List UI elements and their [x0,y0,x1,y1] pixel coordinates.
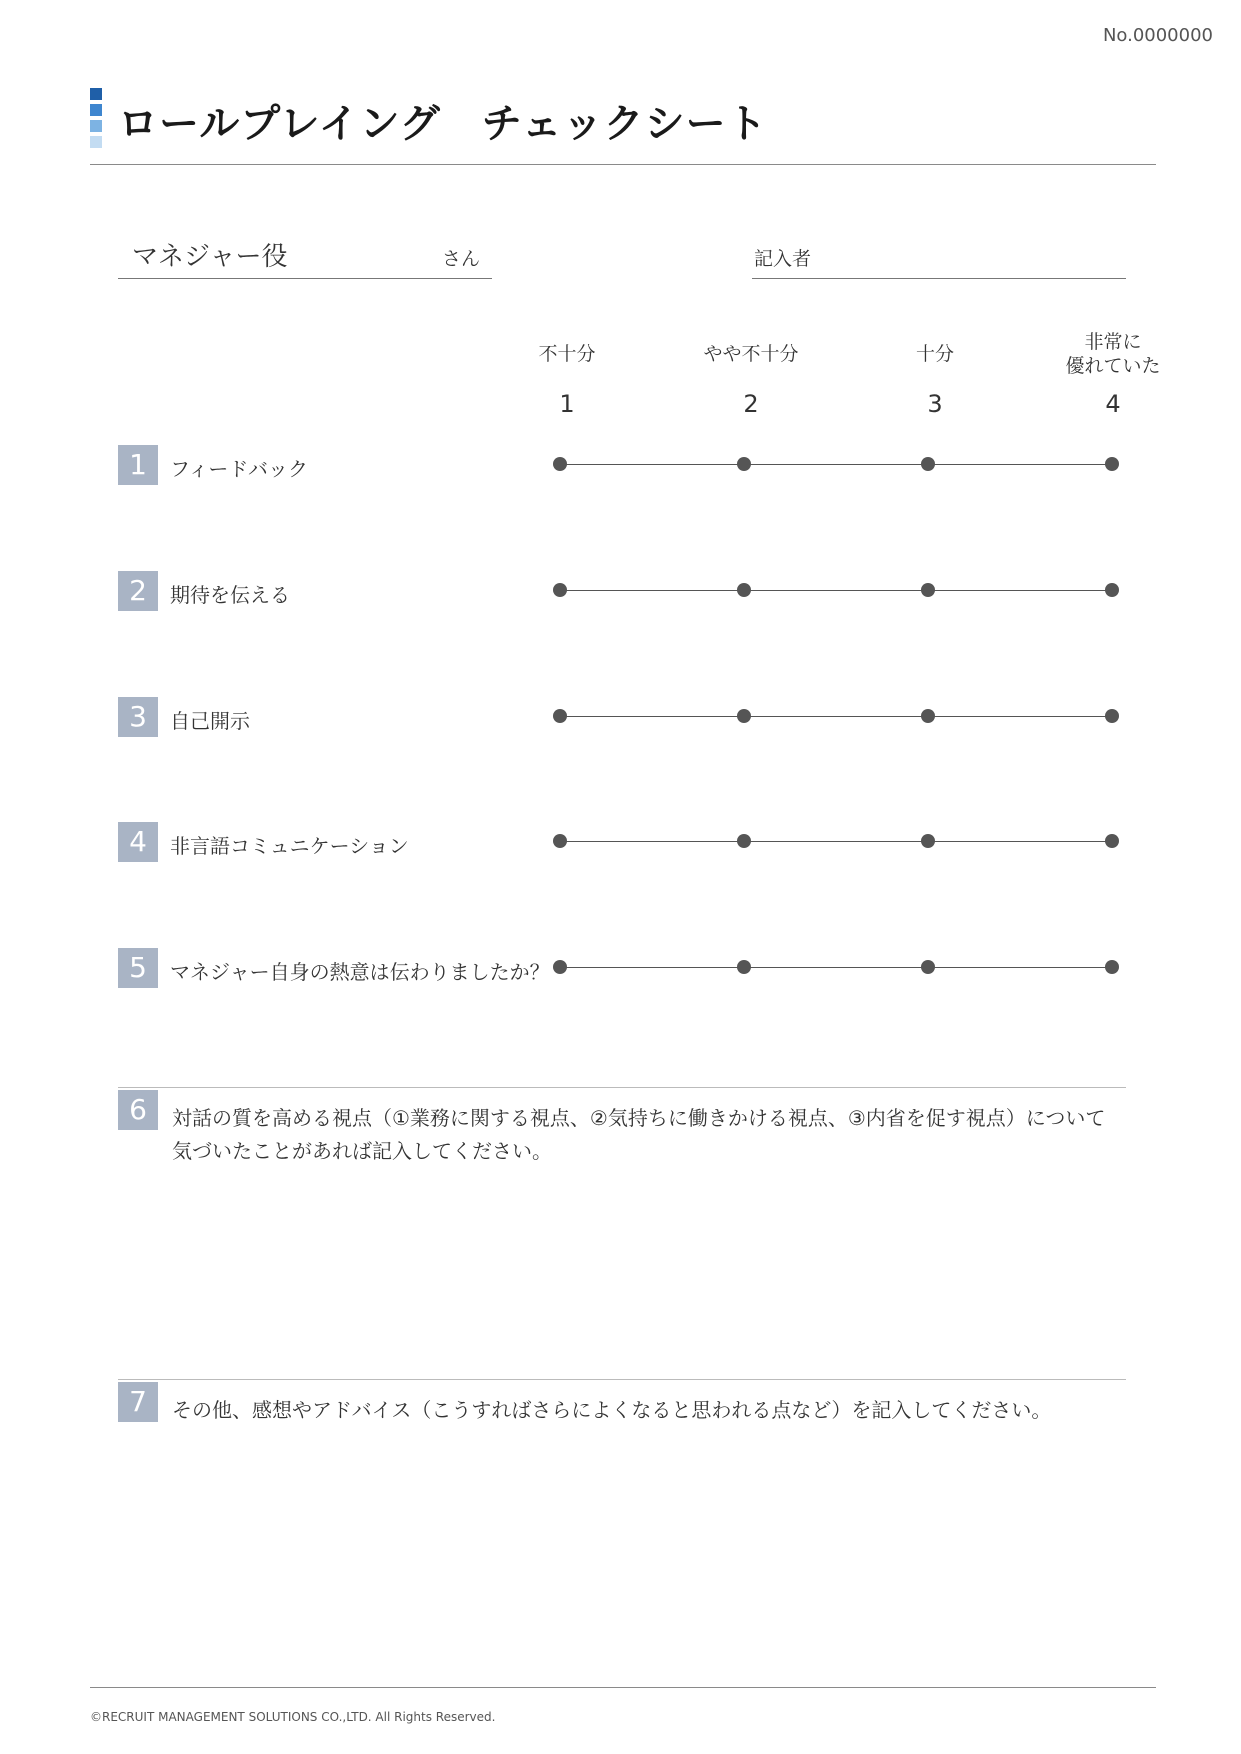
rating-3-option-4[interactable] [1105,709,1119,723]
rating-4-option-2[interactable] [737,834,751,848]
rating-2-option-2[interactable] [737,583,751,597]
manager-name-field[interactable] [118,236,492,279]
item-label: フィードバック [170,457,308,481]
accent-bar-4 [90,136,102,148]
rating-5-option-3[interactable] [921,960,935,974]
rating-1-option-1[interactable] [553,457,567,471]
scale-value-1: 1 [559,390,575,418]
rating-scale-line-2 [560,590,1113,591]
rating-1-option-2[interactable] [737,457,751,471]
item-label: 自己開示 [170,709,250,733]
rating-scale-line-5 [560,967,1113,968]
item-label: 非言語コミュニケーション [170,834,409,858]
manager-label: マネジャー役 [132,242,288,272]
title-accent-bars [90,88,102,152]
scale-label-3: 十分 [915,343,954,365]
rating-3-option-1[interactable] [553,709,567,723]
rating-3-option-2[interactable] [737,709,751,723]
item-number: 3 [118,697,158,737]
rating-scale-line-3 [560,716,1113,717]
rating-4-option-3[interactable] [921,834,935,848]
item-number: 4 [118,822,158,862]
rating-5-option-4[interactable] [1105,960,1119,974]
accent-bar-1 [90,88,102,100]
footer-divider [90,1687,1156,1688]
scale-value-3: 3 [927,390,943,418]
document-number: No.0000000 [1102,25,1213,46]
recorder-label: 記入者 [754,248,812,270]
rating-5-option-2[interactable] [737,960,751,974]
section-number: 7 [118,1382,158,1422]
scale-value-2: 2 [743,390,759,418]
rating-3-option-3[interactable] [921,709,935,723]
rating-1-option-4[interactable] [1105,457,1119,471]
title-block [90,88,1156,165]
copyright-notice: ©RECRUIT MANAGEMENT SOLUTIONS CO.,LTD. All Rights Reserved. [90,1710,496,1724]
accent-bar-3 [90,120,102,132]
rating-scale-line-4 [560,841,1113,842]
item-number: 5 [118,948,158,988]
scale-label-1: 不十分 [538,343,596,365]
rating-2-option-1[interactable] [553,583,567,597]
comment-section-7[interactable] [118,1379,1126,1670]
rating-scale-line-1 [560,464,1113,465]
accent-bar-2 [90,104,102,116]
item-label: マネジャー自身の熱意は伝わりましたか？ [170,960,550,984]
rating-1-option-3[interactable] [921,457,935,471]
manager-suffix: さん [441,248,480,270]
page-title: ロールプレイング チェックシート [118,101,768,147]
comment-section-6[interactable] [118,1087,1126,1378]
scale-label-4: 非常に 優れていた [1065,331,1161,377]
item-number: 2 [118,571,158,611]
item-number: 1 [118,445,158,485]
recorder-field[interactable] [752,236,1126,279]
rating-4-option-1[interactable] [553,834,567,848]
section-prompt: 対話の質を高める視点（①業務に関する視点、②気持ちに働きかける視点、③内省を促す視点）について気づいたことがあれば記入してください。 [172,1106,1106,1163]
rating-4-option-4[interactable] [1105,834,1119,848]
rating-2-option-3[interactable] [921,583,935,597]
item-label: 期待を伝える [170,583,290,607]
section-number: 6 [118,1090,158,1130]
section-prompt: その他、感想やアドバイス（こうすればさらによくなると思われる点など）を記入してください。 [172,1398,1052,1422]
scale-value-4: 4 [1105,390,1121,418]
scale-label-2: やや不十分 [703,343,799,365]
rating-5-option-1[interactable] [553,960,567,974]
rating-2-option-4[interactable] [1105,583,1119,597]
